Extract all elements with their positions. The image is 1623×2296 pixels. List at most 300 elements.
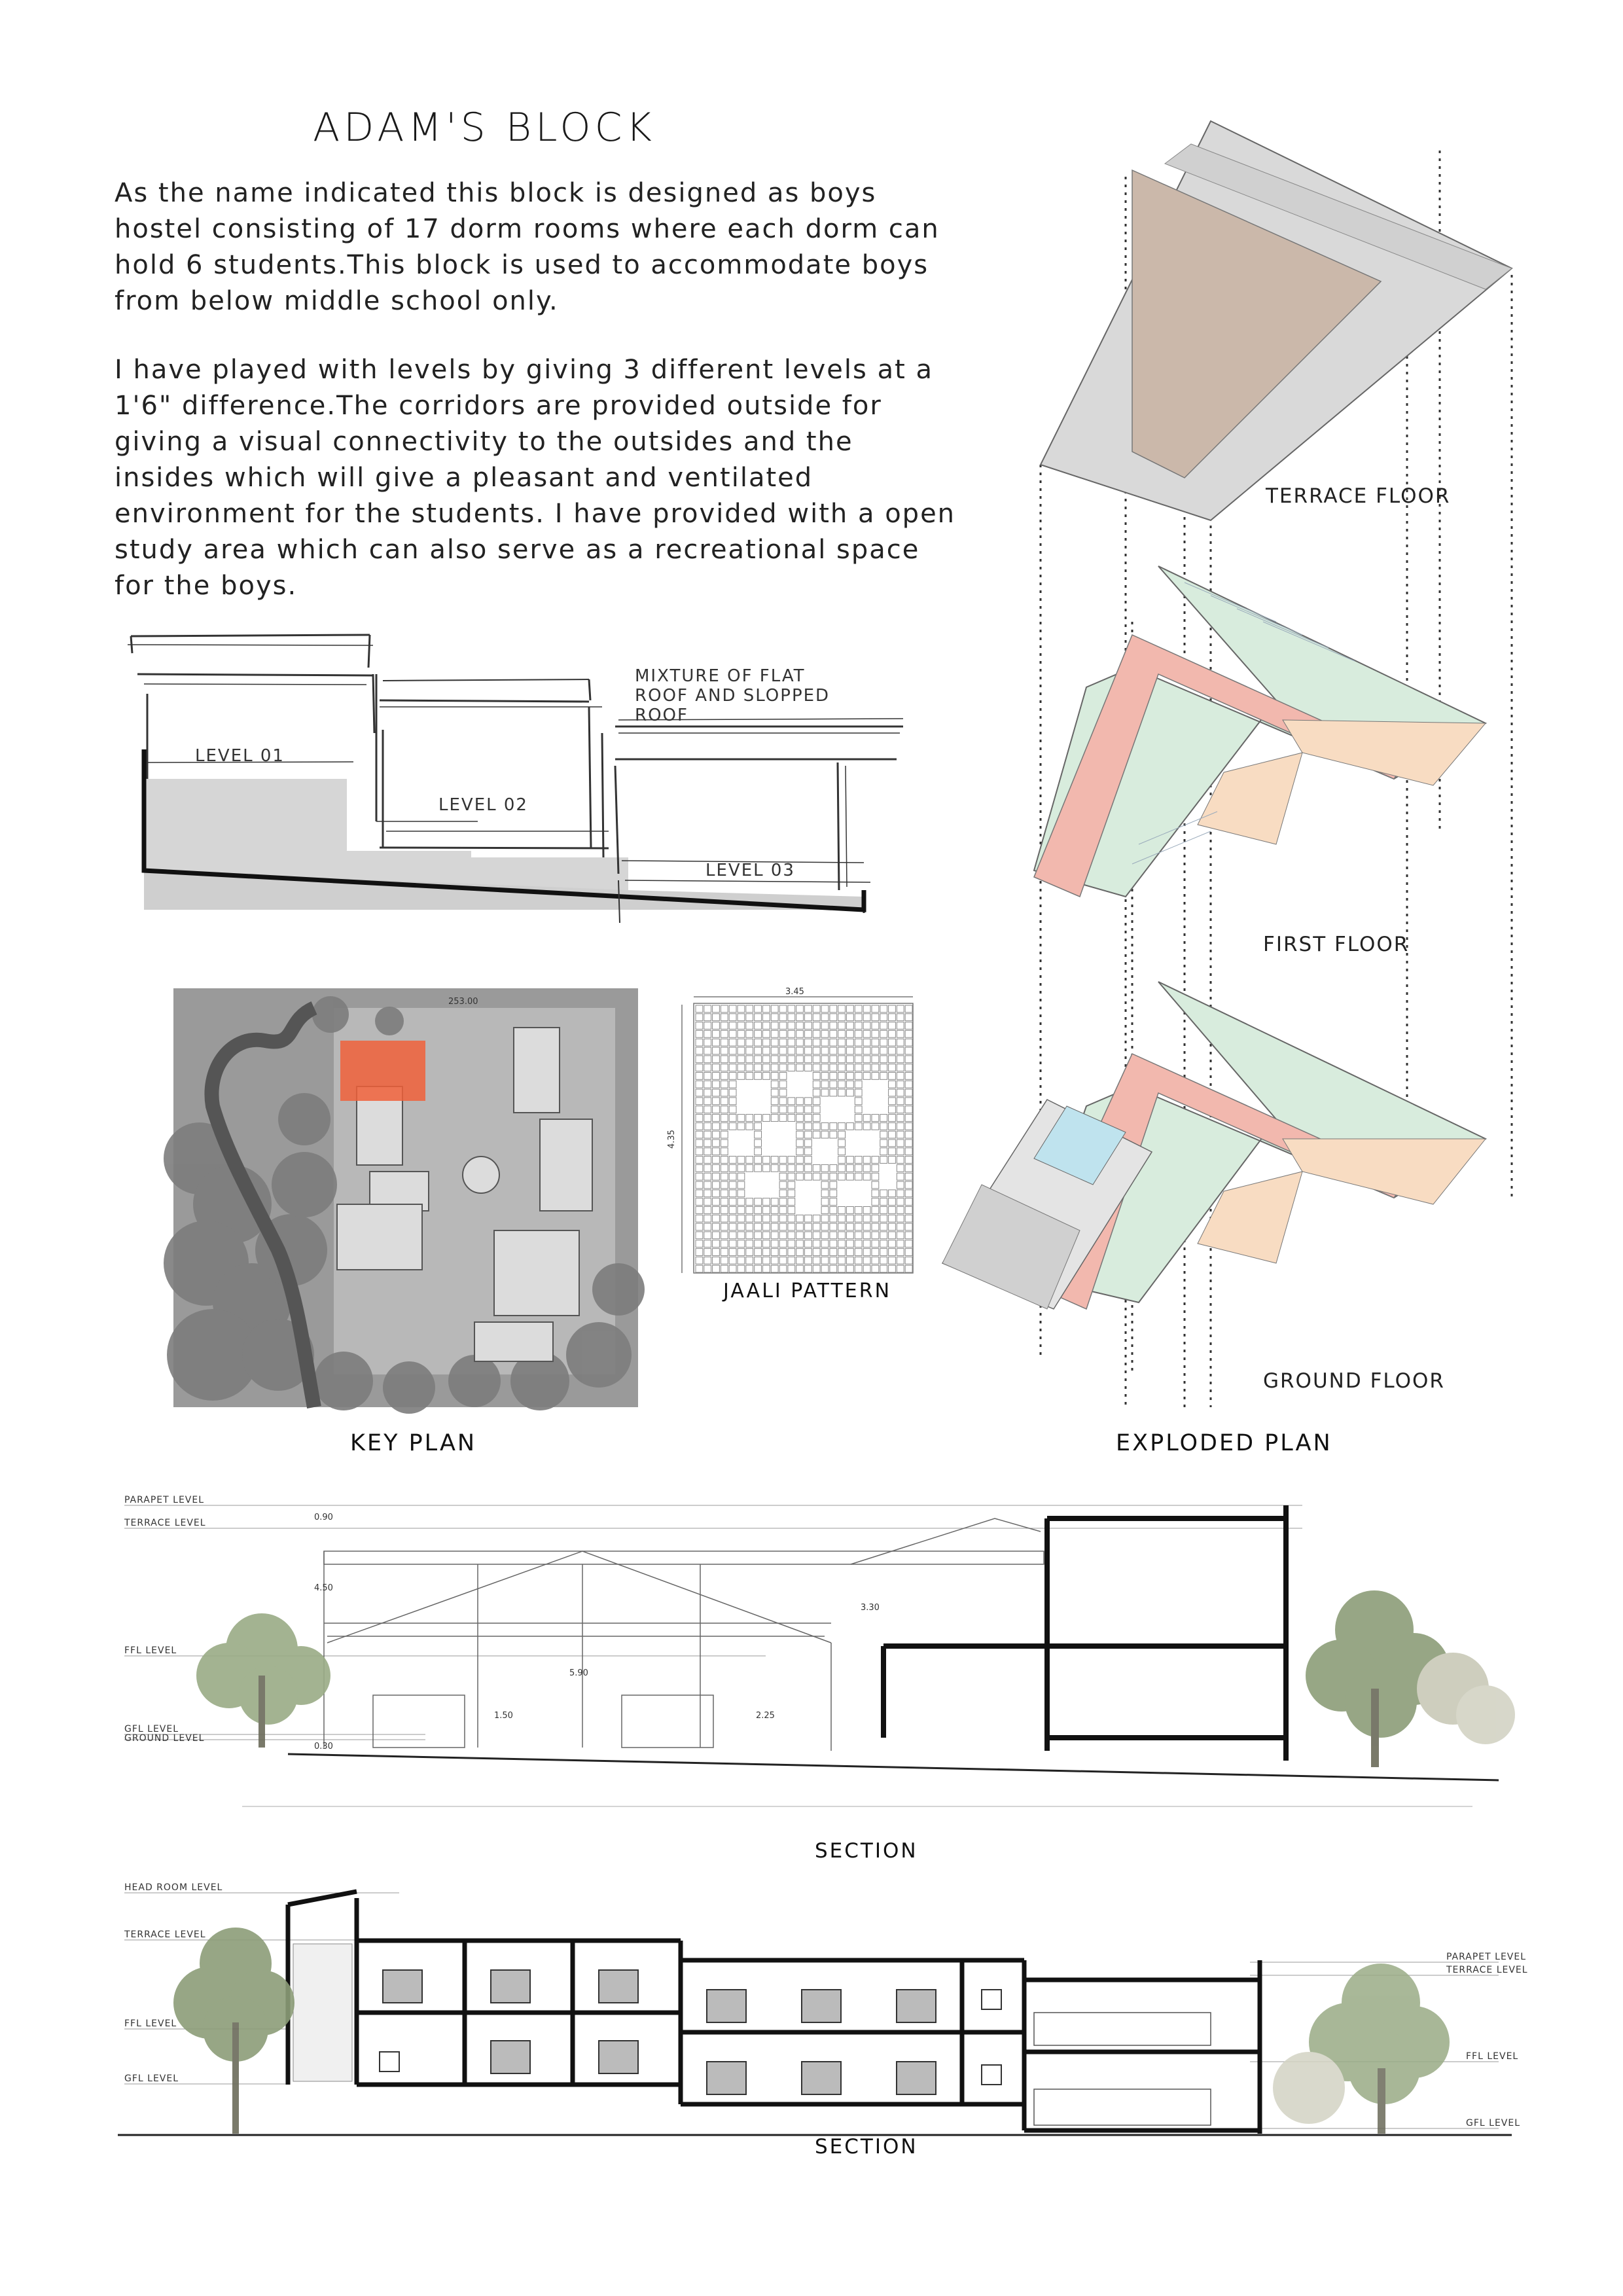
jaali-cell xyxy=(847,1232,854,1239)
jaali-cell xyxy=(796,1148,804,1155)
jaali-cell xyxy=(738,1232,745,1239)
jaali-cell xyxy=(872,1240,879,1247)
jaali-cell xyxy=(763,1115,770,1122)
jaali-cell xyxy=(713,1064,720,1071)
jaali-cell xyxy=(738,1173,745,1180)
jaali-cell xyxy=(847,1249,854,1256)
jaali-cell xyxy=(755,1005,762,1013)
jaali-cell xyxy=(897,1181,904,1189)
jaali-cell xyxy=(863,1240,870,1247)
jaali-cell xyxy=(755,1047,762,1054)
jaali-cell xyxy=(872,1190,879,1197)
jaali-cell xyxy=(779,1039,787,1046)
jaali-cell xyxy=(863,1232,870,1239)
jaali-cell xyxy=(779,1164,787,1172)
jaali-cell xyxy=(721,1115,728,1122)
jaali-cell xyxy=(729,1190,736,1197)
jaali-cell xyxy=(796,1022,804,1030)
jaali-cell xyxy=(729,1173,736,1180)
jaali-cell xyxy=(713,1223,720,1230)
jaali-cell xyxy=(729,1198,736,1206)
jaali-cell xyxy=(897,1014,904,1021)
jaali-cell xyxy=(821,1122,829,1130)
key-plan-dimension: 253.00 xyxy=(448,997,478,1007)
jaali-cell xyxy=(805,1164,812,1172)
jaali-cell xyxy=(771,1030,778,1037)
jaali-cell xyxy=(897,1131,904,1138)
jaali-cell xyxy=(805,1047,812,1054)
jaali-cell xyxy=(763,1249,770,1256)
jaali-cell xyxy=(721,1022,728,1030)
jaali-cell xyxy=(704,1257,711,1264)
jaali-cell xyxy=(905,1106,912,1113)
jaali-cell xyxy=(796,1215,804,1222)
jaali-cell xyxy=(713,1215,720,1222)
jaali-cell xyxy=(721,1265,728,1272)
small-window xyxy=(982,2065,1001,2085)
jaali-cell xyxy=(779,1073,787,1080)
jaali-cell xyxy=(813,1081,820,1088)
jaali-cell xyxy=(796,1173,804,1180)
jaali-cell xyxy=(872,1005,879,1013)
jaali-cell xyxy=(771,1265,778,1272)
jaali-cell xyxy=(746,1005,753,1013)
jaali-cell xyxy=(796,1265,804,1272)
jaali-cell xyxy=(713,1098,720,1105)
jaali-cell xyxy=(905,1115,912,1122)
jaali-cell xyxy=(880,1148,887,1155)
s2-tree-right xyxy=(1273,1964,1450,2134)
jaali-cell xyxy=(830,1081,837,1088)
jaali-cell xyxy=(821,1073,829,1080)
jaali-cell xyxy=(838,1022,846,1030)
jaali-cell xyxy=(738,1005,745,1013)
jaali-cell xyxy=(738,1223,745,1230)
s1-dim-0: 0.90 xyxy=(314,1513,333,1522)
jaali-cell xyxy=(855,1005,862,1013)
s2-terrace-level-right: TERRACE LEVEL xyxy=(1446,1965,1528,1975)
jaali-cell xyxy=(721,1207,728,1214)
jaali-cell xyxy=(788,1232,795,1239)
jaali-cell xyxy=(805,1215,812,1222)
jaali-cell xyxy=(788,1265,795,1272)
jaali-cell xyxy=(872,1181,879,1189)
jaali-cell xyxy=(897,1005,904,1013)
jaali-cell xyxy=(696,1157,703,1164)
jaali-cell xyxy=(880,1198,887,1206)
jaali-cell xyxy=(738,1215,745,1222)
jaali-cell xyxy=(721,1173,728,1180)
jaali-cell xyxy=(771,1257,778,1264)
jaali-cell xyxy=(796,1122,804,1130)
jaali-cell xyxy=(905,1215,912,1222)
jaali-cell xyxy=(889,1014,896,1021)
jaali-cell xyxy=(855,1232,862,1239)
jaali-cell xyxy=(821,1022,829,1030)
jaali-cell xyxy=(813,1030,820,1037)
jaali-cell xyxy=(821,1164,829,1172)
jaali-cell xyxy=(905,1122,912,1130)
jaali-cell xyxy=(821,1005,829,1013)
jaali-cell xyxy=(763,1073,770,1080)
jaali-cell xyxy=(805,1148,812,1155)
jaali-cell xyxy=(821,1064,829,1071)
jaali-cell xyxy=(796,1039,804,1046)
jaali-cell xyxy=(763,1005,770,1013)
jaali-cell xyxy=(863,1257,870,1264)
jaali-cell xyxy=(713,1089,720,1096)
jaali-cell xyxy=(855,1073,862,1080)
jaali-cell xyxy=(905,1232,912,1239)
jaali-cell xyxy=(855,1014,862,1021)
key-plan-drawing xyxy=(173,988,638,1407)
jaali-cell xyxy=(863,1115,870,1122)
jaali-cell xyxy=(721,1064,728,1071)
jaali-cell xyxy=(721,1098,728,1105)
small-window xyxy=(380,2052,399,2072)
window-elevation xyxy=(599,2041,638,2073)
jaali-cell xyxy=(889,1089,896,1096)
jaali-cell xyxy=(704,1240,711,1247)
jaali-cell xyxy=(788,1014,795,1021)
jaali-cell xyxy=(729,1223,736,1230)
jaali-cell xyxy=(830,1073,837,1080)
s1-dim-6: 0.30 xyxy=(314,1742,333,1751)
jaali-cell xyxy=(863,1215,870,1222)
jaali-cell xyxy=(721,1122,728,1130)
jaali-cell xyxy=(863,1047,870,1054)
jaali-cell xyxy=(788,1064,795,1071)
jaali-cell xyxy=(704,1207,711,1214)
jaali-cell xyxy=(905,1039,912,1046)
jaali-cell xyxy=(889,1207,896,1214)
jaali-cell xyxy=(746,1064,753,1071)
jaali-cell xyxy=(889,1106,896,1113)
jaali-cell xyxy=(779,1081,787,1088)
jaali-cell xyxy=(721,1106,728,1113)
jaali-cell xyxy=(696,1056,703,1063)
jaali-cell xyxy=(880,1047,887,1054)
jaali-cell xyxy=(830,1056,837,1063)
jaali-cell xyxy=(779,1115,787,1122)
jaali-cell xyxy=(755,1039,762,1046)
ground-floor-label: GROUND FLOOR xyxy=(1263,1369,1445,1393)
jaali-cell xyxy=(897,1056,904,1063)
jaali-cell xyxy=(696,1139,703,1147)
jaali-cell xyxy=(713,1265,720,1272)
jaali-cell xyxy=(889,1122,896,1130)
jaali-cell xyxy=(713,1022,720,1030)
jaali-cell xyxy=(796,1139,804,1147)
jaali-cell xyxy=(863,1207,870,1214)
jaali-cell xyxy=(713,1157,720,1164)
jaali-cell xyxy=(738,1030,745,1037)
jaali-cell xyxy=(696,1089,703,1096)
jaali-cell xyxy=(880,1215,887,1222)
jaali-cell xyxy=(788,1215,795,1222)
jaali-cell xyxy=(696,1215,703,1222)
jaali-cell xyxy=(889,1223,896,1230)
jaali-cell xyxy=(796,1056,804,1063)
jaali-cell xyxy=(889,1030,896,1037)
jaali-cell xyxy=(763,1232,770,1239)
jaali-cell xyxy=(897,1190,904,1197)
jaali-cell xyxy=(897,1122,904,1130)
jaali-cell xyxy=(830,1089,837,1096)
jaali-cell xyxy=(830,1232,837,1239)
jaali-cell xyxy=(755,1198,762,1206)
key-plan-caption: KEY PLAN xyxy=(350,1430,477,1456)
jaali-cell xyxy=(779,1106,787,1113)
jaali-cell xyxy=(897,1223,904,1230)
jaali-cell xyxy=(889,1047,896,1054)
jaali-cell xyxy=(863,1014,870,1021)
jaali-cell xyxy=(830,1047,837,1054)
jaali-cell xyxy=(721,1164,728,1172)
jaali-cell xyxy=(721,1131,728,1138)
jaali-cell xyxy=(830,1030,837,1037)
jaali-cell xyxy=(855,1257,862,1264)
jaali-cell xyxy=(746,1157,753,1164)
jaali-cell xyxy=(855,1056,862,1063)
jaali-cell xyxy=(805,1122,812,1130)
section-2-caption: SECTION xyxy=(815,2135,918,2159)
jaali-cell xyxy=(855,1022,862,1030)
jaali-cell xyxy=(830,1014,837,1021)
jaali-cell xyxy=(796,1106,804,1113)
jaali-cell xyxy=(855,1064,862,1071)
jaali-cell xyxy=(821,1240,829,1247)
jaali-cell xyxy=(738,1164,745,1172)
jaali-cell xyxy=(880,1265,887,1272)
jaali-cell xyxy=(771,1207,778,1214)
jaali-cell xyxy=(696,1249,703,1256)
jaali-cell xyxy=(704,1190,711,1197)
jaali-cell xyxy=(889,1257,896,1264)
jaali-cell xyxy=(771,1039,778,1046)
jaali-cell xyxy=(788,1030,795,1037)
jaali-cell xyxy=(704,1131,711,1138)
jaali-cell xyxy=(897,1064,904,1071)
jaali-cell xyxy=(805,1098,812,1105)
jaali-cell xyxy=(721,1005,728,1013)
window-elevation xyxy=(802,1990,841,2022)
jaali-cell xyxy=(738,1047,745,1054)
jaali-cell xyxy=(696,1122,703,1130)
jaali-cell xyxy=(880,1249,887,1256)
jaali-cell xyxy=(855,1223,862,1230)
jaali-cell xyxy=(830,1215,837,1222)
jaali-cell xyxy=(755,1148,762,1155)
jaali-cell xyxy=(897,1139,904,1147)
jaali-cell xyxy=(696,1190,703,1197)
s1-parapet-level: PARAPET LEVEL xyxy=(124,1495,205,1505)
jaali-cell xyxy=(813,1005,820,1013)
jaali-cell xyxy=(729,1207,736,1214)
jaali-cell xyxy=(771,1056,778,1063)
jaali-cell xyxy=(696,1207,703,1214)
s1-ffl-level: FFL LEVEL xyxy=(124,1645,177,1656)
jaali-cell xyxy=(771,1073,778,1080)
jaali-cell xyxy=(696,1081,703,1088)
jaali-cell xyxy=(863,1122,870,1130)
exploded-plan-drawing xyxy=(936,111,1538,1427)
s1-terrace-level: TERRACE LEVEL xyxy=(124,1518,206,1528)
jaali-cell xyxy=(779,1022,787,1030)
jaali-cell xyxy=(830,1240,837,1247)
jaali-cell xyxy=(880,1207,887,1214)
jaali-cell xyxy=(746,1249,753,1256)
jaali-cell xyxy=(763,1257,770,1264)
jaali-cell xyxy=(847,1056,854,1063)
jaali-cell xyxy=(713,1148,720,1155)
jaali-cell xyxy=(729,1249,736,1256)
jaali-cell xyxy=(704,1198,711,1206)
jaali-cell xyxy=(905,1098,912,1105)
jaali-cell xyxy=(721,1240,728,1247)
jaali-cell xyxy=(905,1073,912,1080)
jaali-cell xyxy=(897,1089,904,1096)
jaali-cell xyxy=(704,1030,711,1037)
jaali-cell xyxy=(755,1240,762,1247)
jaali-cell xyxy=(838,1047,846,1054)
jaali-cell xyxy=(897,1240,904,1247)
jaali-cell xyxy=(779,1265,787,1272)
jaali-cell xyxy=(855,1115,862,1122)
jaali-cell xyxy=(838,1257,846,1264)
jaali-cell xyxy=(847,1081,854,1088)
jaali-cell xyxy=(821,1131,829,1138)
jaali-cell xyxy=(788,1257,795,1264)
jaali-cell xyxy=(696,1257,703,1264)
jaali-cell xyxy=(889,1249,896,1256)
section-1-drawing xyxy=(111,1479,1518,1846)
jaali-cell xyxy=(838,1139,846,1147)
jaali-cell xyxy=(755,1157,762,1164)
jaali-cell xyxy=(763,1157,770,1164)
jaali-cell xyxy=(838,1232,846,1239)
s1-dim-2: 3.30 xyxy=(861,1603,880,1613)
jaali-cell xyxy=(779,1223,787,1230)
jaali-cell xyxy=(813,1265,820,1272)
jaali-cell xyxy=(838,1173,846,1180)
jaali-cell xyxy=(729,1215,736,1222)
jaali-cell xyxy=(847,1014,854,1021)
jaali-cell xyxy=(696,1181,703,1189)
jaali-cell xyxy=(813,1173,820,1180)
level-02-label: LEVEL 02 xyxy=(438,795,528,815)
jaali-cell xyxy=(763,1047,770,1054)
jaali-cell xyxy=(755,1207,762,1214)
s1-gfl-level: GFL LEVEL xyxy=(124,1724,179,1734)
jaali-cell xyxy=(889,1232,896,1239)
jaali-cell xyxy=(796,1115,804,1122)
jaali-cell xyxy=(729,1022,736,1030)
jaali-cell xyxy=(713,1207,720,1214)
jaali-cell xyxy=(713,1198,720,1206)
jaali-cell xyxy=(713,1005,720,1013)
jaali-cell xyxy=(755,1265,762,1272)
jaali-cell xyxy=(872,1173,879,1180)
jaali-cell xyxy=(813,1039,820,1046)
jaali-cell xyxy=(897,1164,904,1172)
jaali-cell xyxy=(796,1223,804,1230)
jaali-cell xyxy=(805,1257,812,1264)
jaali-cell xyxy=(863,1164,870,1172)
jaali-cell xyxy=(788,1056,795,1063)
jaali-cell xyxy=(704,1249,711,1256)
jaali-cell xyxy=(796,1098,804,1105)
jaali-cell xyxy=(771,1157,778,1164)
jaali-cell xyxy=(721,1014,728,1021)
jaali-cell xyxy=(696,1022,703,1030)
jaali-cell xyxy=(905,1056,912,1063)
jaali-cell xyxy=(821,1249,829,1256)
jaali-cell xyxy=(897,1022,904,1030)
jaali-cell xyxy=(880,1064,887,1071)
jaali-cell xyxy=(704,1014,711,1021)
jaali-cell xyxy=(880,1115,887,1122)
jaali-cell xyxy=(821,1181,829,1189)
jaali-cell xyxy=(863,1022,870,1030)
s2-gfl-level-right: GFL LEVEL xyxy=(1466,2118,1521,2128)
jaali-cell xyxy=(796,1164,804,1172)
jaali-cell xyxy=(796,1014,804,1021)
jaali-cell xyxy=(847,1240,854,1247)
jaali-cell xyxy=(897,1073,904,1080)
jaali-cell xyxy=(847,1064,854,1071)
jaali-cell xyxy=(763,1056,770,1063)
jaali-cell xyxy=(779,1232,787,1239)
jaali-cell xyxy=(755,1215,762,1222)
jaali-cell xyxy=(704,1223,711,1230)
jaali-cell xyxy=(763,1265,770,1272)
jaali-cell xyxy=(838,1148,846,1155)
jaali-cell xyxy=(755,1064,762,1071)
jaali-cell xyxy=(696,1047,703,1054)
jaali-cell xyxy=(704,1056,711,1063)
jaali-cell xyxy=(713,1232,720,1239)
jaali-cell xyxy=(746,1223,753,1230)
jaali-cell xyxy=(830,1257,837,1264)
jaali-cell xyxy=(830,1005,837,1013)
jaali-cell xyxy=(779,1030,787,1037)
jaali-cell xyxy=(805,1039,812,1046)
jaali-cell xyxy=(905,1249,912,1256)
jaali-cell xyxy=(855,1240,862,1247)
jaali-cell xyxy=(755,1232,762,1239)
s2-ffl-level-left: FFL LEVEL xyxy=(124,2018,177,2029)
jaali-cell xyxy=(889,1198,896,1206)
jaali-cell xyxy=(729,1098,736,1105)
jaali-cell xyxy=(729,1240,736,1247)
jaali-cell xyxy=(704,1164,711,1172)
jaali-cell xyxy=(704,1047,711,1054)
jaali-cell xyxy=(905,1265,912,1272)
jaali-cell xyxy=(763,1014,770,1021)
jaali-cell xyxy=(889,1265,896,1272)
jaali-cell xyxy=(889,1215,896,1222)
jaali-cell xyxy=(905,1190,912,1197)
jaali-cell xyxy=(897,1081,904,1088)
jaali-cell xyxy=(880,1056,887,1063)
jaali-cell xyxy=(696,1039,703,1046)
jaali-cell xyxy=(755,1164,762,1172)
jaali-cell xyxy=(821,1030,829,1037)
jaali-cell xyxy=(830,1122,837,1130)
jaali-cell xyxy=(872,1223,879,1230)
jaali-cell xyxy=(872,1198,879,1206)
